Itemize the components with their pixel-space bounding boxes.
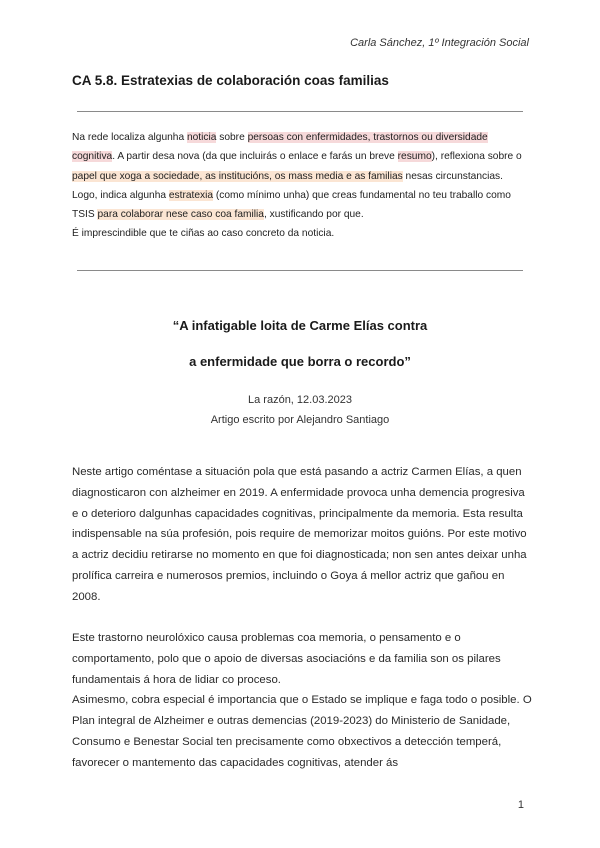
highlighted-text: para colaborar nese caso coa familia (97, 209, 264, 221)
task-paragraph-2 (72, 186, 530, 225)
text-segment: Na rede localiza algunha (72, 132, 187, 143)
article-body-1 (72, 462, 534, 608)
text-segment: Logo, indica algunha (72, 189, 169, 201)
text-segment: . A partir desa nova (da que incluirás o enlace e farás un breve (112, 151, 398, 163)
article-title-line-2: a enfermidade que borra o recordo” (189, 354, 411, 369)
highlighted-text: resumo (397, 151, 432, 163)
author-header: Carla Sánchez, 1º Integración Social (350, 37, 529, 49)
task-paragraph-1 (72, 128, 530, 186)
page-number: 1 (517, 799, 524, 811)
article-source: La razón, 12.03.2023 (248, 394, 352, 406)
body-paragraph-1: Neste artigo coméntase a situación pola que está pasando a actriz Carmen Elías, a quen diagnosticaron con alzheimer en 2019. A enfermidade provoca unha demencia progresiva e o deterioro dalgunhas capacidades cognitivas, principalmente da memoria. Esta resulta indispensable na súa profesión, pois require de memorizar moitos guións. Por este motivo a actriz decidiu retirarse no momento en que foi diagnosticada; non sen antes deixar unha prolífica carreira e numerosos premios, incluindo o Goya á mellor actriz que gañou en 2008. (72, 466, 527, 603)
text-segment: , xustificando por que. (263, 209, 364, 221)
divider-top (77, 111, 523, 112)
text-segment: sobre (216, 132, 248, 143)
highlighted-text: estratexia (168, 189, 214, 201)
highlighted-text: persoas con enfermidades, trastornos ou diversidade cognitiva (72, 132, 488, 163)
highlighted-text: noticia (186, 132, 217, 143)
text-segment: ), reflexiona sobre o (431, 151, 522, 163)
section-heading: CA 5.8. Estratexias de colaboración coas familias (72, 73, 389, 88)
text-segment: nesas circunstancias. (402, 170, 503, 182)
article-body-2 (72, 628, 534, 774)
highlighted-text: papel que xoga a sociedade, as institucións, os mass media e as familias (72, 170, 403, 182)
task-paragraph-3: É imprescindible que te ciñas ao caso concreto da noticia. (72, 228, 335, 240)
text-segment: (como mínimo unha) que creas fundamental no teu traballo como TSIS (72, 189, 511, 221)
task-instructions (72, 128, 530, 244)
divider-bottom (77, 270, 523, 271)
body-paragraph-3: Asimesmo, cobra especial é importancia que o Estado se implique e faga todo o posible. O Plan integral de Alzheimer e outras demencias (2019-2023) do Ministerio de Sanidade, Consumo e Benestar Social ten precisamente como obxectivos a detección temperá, favorecer o mantemento das capacidades cognitivas, atender ás (72, 694, 532, 769)
body-paragraph-2: Este trastorno neurolóxico causa problemas coa memoria, o pensamento e o comportamento, polo que o apoio de diversas asociacións e da familia son os pilares fundamentais á hora de lidiar co proceso. (72, 632, 501, 686)
article-title-line-1: “A infatigable loita de Carme Elías contra (172, 318, 428, 333)
article-byline: Artigo escrito por Alejandro Santiago (210, 414, 390, 426)
